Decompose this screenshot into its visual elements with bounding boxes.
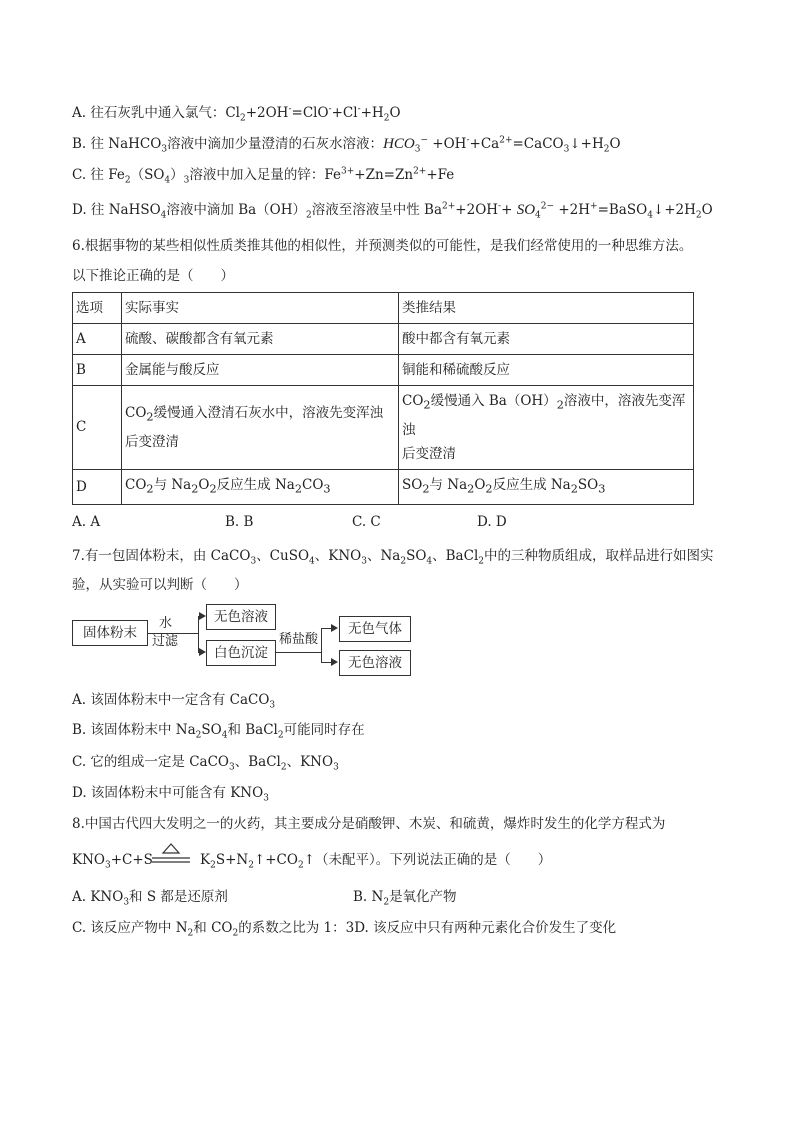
q7-flow-diagram bbox=[72, 602, 417, 678]
flow-box-solid-powder: 固体粉末 bbox=[72, 620, 148, 646]
q6-choice-a[interactable]: A. A bbox=[72, 514, 101, 530]
q6-choice-b[interactable]: B. B bbox=[225, 514, 254, 530]
flow-box-colorless-solution-2: 无色溶液 bbox=[339, 650, 411, 676]
q6-choices bbox=[72, 512, 672, 532]
q8-option-b: B. $N_2$是氧化产物 bbox=[353, 889, 457, 908]
q7-stem-line1: 7.有一包固体粉末，由 CaCO$_3$、CuSO$_4$、$KNO_3$、$Na_2SO_4$、BaCl$_2$中的三种物质组成，取样品进行如图实 bbox=[72, 548, 714, 567]
flow-connector bbox=[321, 628, 331, 629]
flow-label-water: 水 bbox=[159, 616, 173, 631]
flow-label-dilute-hcl: 稀盐酸 bbox=[279, 632, 319, 647]
q7-option-c: C. 它的组成一定是 CaCO$_3$、BaCl$_2$、$KNO_3$ bbox=[72, 754, 339, 773]
table-cell-fact: $CO_2$与 $Na_2O_2$反应生成 $Na_2CO_3$ bbox=[122, 469, 399, 505]
heating-triangle-icon bbox=[150, 842, 192, 870]
flow-label-filter: 过滤 bbox=[152, 634, 179, 649]
q5-option-a: A. 往石灰乳中通入氯气：$Cl_2+2OH^-=ClO^-+Cl^-+H_2O$ bbox=[72, 104, 401, 124]
q6-choice-d[interactable]: D. D bbox=[477, 514, 507, 530]
table-cell-result: 铜能和稀硫酸反应 bbox=[399, 355, 694, 386]
table-header-cell: 选项 bbox=[73, 293, 122, 324]
arrow-right-icon bbox=[331, 624, 338, 632]
table-header-cell: 实际事实 bbox=[122, 293, 399, 324]
flow-connector bbox=[275, 652, 321, 653]
q7-option-d: D. 该固体粉末中可能含有 $KNO_3$ bbox=[72, 785, 269, 804]
table-cell-fact: 硫酸、碳酸都含有氧元素 bbox=[122, 324, 399, 355]
flow-connector bbox=[147, 633, 198, 634]
q8-equation-left: $KNO_3+C+S$ bbox=[72, 852, 153, 871]
table-row bbox=[73, 386, 694, 470]
q8-option-cd: C. 该反应产物中 $N_2$和 $CO_2$的系数之比为 1：3D. 该反应中只有两种元素化合价发生了变化 bbox=[72, 920, 617, 939]
q8-option-a: A. $KNO_3$和 S 都是还原剂 bbox=[72, 889, 228, 908]
q8-equation-right: $K_2S+N_2↑+CO_2↑$（未配平）。下列说法正确的是（ ） bbox=[200, 852, 552, 871]
table-cell-fact: $CO_2$缓慢通入澄清石灰水中，溶液先变浑浊 后变澄清 bbox=[122, 386, 399, 470]
q8-stem-line1: 8.中国古代四大发明之一的火药，其主要成分是硝酸钾、木炭、和硫黄，爆炸时发生的化学方程式为 bbox=[72, 816, 666, 832]
q7-stem-line2: 验，从实验可以判断（ ） bbox=[72, 577, 248, 593]
q7-option-a: A. 该固体粉末中一定含有 CaCO$_3$ bbox=[72, 692, 276, 711]
flow-connector bbox=[321, 662, 331, 663]
q6-table bbox=[72, 292, 694, 505]
q5-option-c: C. 往 $Fe_2(SO_4)_3$溶液中加入足量的锌：$Fe^{3+}+Zn=Zn^{2+}+Fe$ bbox=[72, 166, 455, 186]
table-cell-option: D bbox=[73, 469, 122, 505]
table-cell-result: $CO_2$缓慢通入 $Ba(OH)_2$溶液中，溶液先变浑浊 后变澄清 bbox=[399, 386, 694, 470]
table-cell-result: $SO_2$与 $Na_2O_2$反应生成 $Na_2SO_3$ bbox=[399, 469, 694, 505]
flow-box-colorless-solution: 无色溶液 bbox=[206, 604, 276, 630]
q5-option-b: B. 往 NaHCO$_3$溶液中滴加少量澄清的石灰水溶液：$HCO_3^-$ $+OH^-+Ca^{2+}=CaCO_3↓+H_2O$ bbox=[72, 135, 621, 155]
table-cell-result: 酸中都含有氧元素 bbox=[399, 324, 694, 355]
flow-box-colorless-gas: 无色气体 bbox=[339, 616, 411, 642]
q6-stem-line1: 6.根据事物的某些相似性质类推其他的相似性，并预测类似的可能性，是我们经常使用的一种思维方法。 bbox=[72, 238, 693, 254]
table-row bbox=[73, 355, 694, 386]
flow-connector bbox=[321, 628, 322, 662]
q7-option-b: B. 该固体粉末中 $Na_2SO_4$和 BaCl$_2$可能同时存在 bbox=[72, 722, 365, 741]
table-header-row bbox=[73, 293, 694, 324]
table-cell-option: A bbox=[73, 324, 122, 355]
q6-stem-line2: 以下推论正确的是（ ） bbox=[72, 268, 234, 284]
arrow-right-icon bbox=[199, 648, 206, 656]
table-row bbox=[73, 324, 694, 355]
q5-option-d: D. 往 NaHSO$_4$溶液中滴加 $Ba(OH)_2$溶液至溶液呈中性 $Ba^{2+}+2OH^-+ SO_4^{2-}$ $+2H^+=BaSO_4↓+2H_2O$ bbox=[72, 201, 713, 221]
table-cell-fact: 金属能与酸反应 bbox=[122, 355, 399, 386]
table-row bbox=[73, 469, 694, 505]
table-cell-option: B bbox=[73, 355, 122, 386]
flow-connector bbox=[198, 616, 199, 652]
arrow-right-icon bbox=[331, 658, 338, 666]
flow-box-white-precipitate: 白色沉淀 bbox=[206, 640, 276, 666]
table-header-cell: 类推结果 bbox=[399, 293, 694, 324]
arrow-right-icon bbox=[199, 612, 206, 620]
q6-choice-c[interactable]: C. C bbox=[352, 514, 381, 530]
table-cell-option: C bbox=[73, 386, 122, 470]
